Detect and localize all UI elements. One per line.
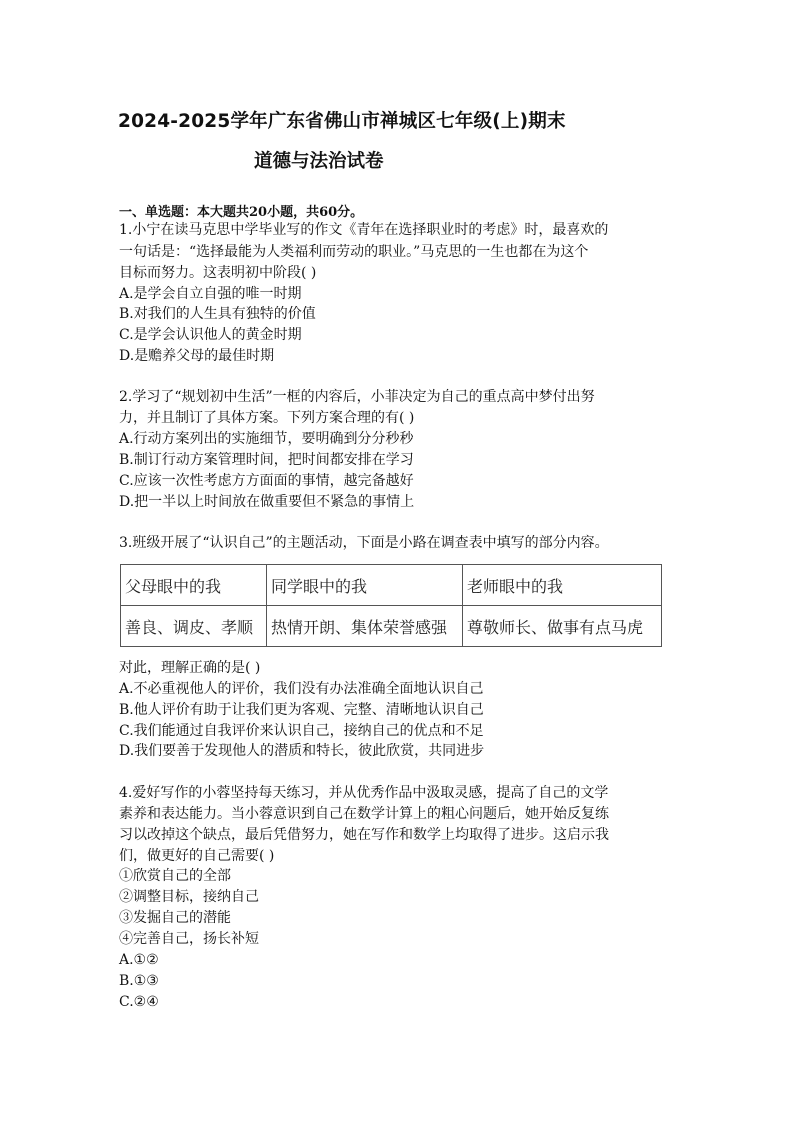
q1-option-a: A.是学会自立自强的唯一时期 [119, 286, 302, 302]
q4-option-c: C.②④ [119, 994, 159, 1010]
q1-stem-line: 目标而努力。这表明初中阶段( ) [119, 265, 317, 281]
q4-stem-line: 素养和表达能力。当小蓉意识到自己在数学计算上的粗心问题后，她开始反复练 [119, 806, 609, 822]
q3-stem-line: 3.班级开展了“认识自己”的主题活动，下面是小路在调查表中填写的部分内容。 [119, 535, 609, 551]
q1-option-c: C.是学会认识他人的黄金时期 [119, 327, 302, 343]
q3-survey-table [120, 564, 662, 647]
table-cell: 热情开朗、集体荣誉感强 [267, 606, 463, 647]
table-header-row [121, 565, 662, 606]
q3-question-line: 对此，理解正确的是( ) [119, 660, 261, 676]
table-header-cell: 父母眼中的我 [121, 565, 267, 606]
q4-stem-line: 们，做更好的自己需要( ) [119, 848, 275, 864]
q2-option-b: B.制订行动方案管理时间，把时间都安排在学习 [119, 452, 414, 468]
q3-option-a: A.不必重视他人的评价，我们没有办法准确全面地认识自己 [119, 681, 484, 697]
table-header-cell: 老师眼中的我 [463, 565, 662, 606]
q1-option-b: B.对我们的人生具有独特的价值 [119, 306, 316, 322]
section-heading: 一、单选题：本大题共20小题，共60分。 [119, 205, 364, 220]
q3-option-b: B.他人评价有助于让我们更为客观、完整、清晰地认识自己 [119, 702, 484, 718]
q1-stem-line: 一句话是：“选择最能为人类福利而劳动的职业。”马克思的一生也都在为这个 [119, 244, 589, 260]
exam-title-line2: 道德与法治试卷 [254, 151, 384, 172]
q2-stem-line: 力，并且制订了具体方案。下列方案合理的有( ) [119, 410, 415, 426]
table-cell: 善良、调皮、孝顺 [121, 606, 267, 647]
q2-option-c: C.应该一次性考虑方方面面的事情，越完备越好 [119, 473, 414, 489]
q4-option-a: A.①② [119, 952, 159, 968]
table-header-cell: 同学眼中的我 [267, 565, 463, 606]
q4-statement-item: ①欣赏自己的全部 [119, 868, 231, 884]
q4-statement-item: ②调整目标，接纳自己 [119, 889, 259, 905]
q4-statement-item: ③发掘自己的潜能 [119, 910, 231, 926]
q4-option-b: B.①③ [119, 973, 159, 989]
q3-option-c: C.我们能通过自我评价来认识自己，接纳自己的优点和不足 [119, 723, 484, 739]
q2-option-a: A.行动方案列出的实施细节，要明确到分分秒秒 [119, 431, 414, 447]
q3-option-d: D.我们要善于发现他人的潜质和特长，彼此欣赏，共同进步 [119, 743, 485, 759]
q2-stem-line: 2.学习了“规划初中生活”一框的内容后，小菲决定为自己的重点高中梦付出努 [119, 389, 595, 405]
q1-option-d: D.是赡养父母的最佳时期 [119, 348, 275, 364]
table-row [121, 606, 662, 647]
q4-statement-item: ④完善自己，扬长补短 [119, 931, 259, 947]
q4-stem-line: 习以改掉这个缺点，最后凭借努力，她在写作和数学上均取得了进步。这启示我 [119, 827, 609, 843]
q1-stem-line: 1.小宁在读马克思中学毕业写的作文《青年在选择职业时的考虑》时，最喜欢的 [119, 222, 609, 238]
q4-stem-line: 4.爱好写作的小蓉坚持每天练习，并从优秀作品中汲取灵感，提高了自己的文学 [119, 785, 609, 801]
exam-title-line1: 2024-2025学年广东省佛山市禅城区七年级(上)期末 [118, 111, 566, 132]
q2-option-d: D.把一半以上时间放在做重要但不紧急的事情上 [119, 494, 415, 510]
table-cell: 尊敬师长、做事有点马虎 [463, 606, 662, 647]
